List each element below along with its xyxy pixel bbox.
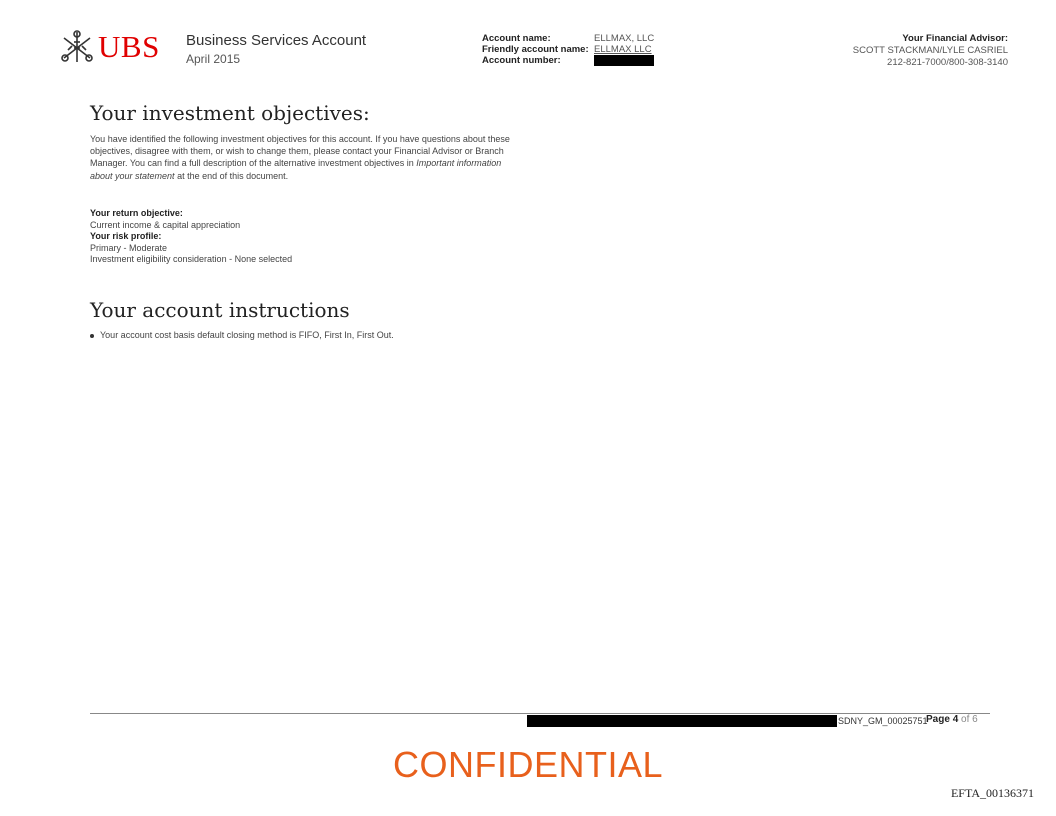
advisor-phone: 212-821-7000/800-308-3140 [887, 57, 1008, 68]
footer-divider [90, 713, 990, 714]
financial-advisor [853, 33, 1008, 69]
page-label: Page [926, 714, 950, 725]
instruction-text: Your account cost basis default closing method is FIFO, First In, First Out. [100, 330, 394, 340]
account-number-label: Account number: [482, 55, 561, 66]
friendly-name-label: Friendly account name: [482, 44, 589, 55]
efta-number: EFTA_00136371 [950, 786, 1034, 800]
footer-redaction [527, 715, 837, 727]
account-info [482, 33, 654, 66]
return-objective-label: Your return objective: [90, 208, 183, 218]
objectives-paragraph [90, 133, 510, 182]
statement-title: Business Services Account [186, 32, 367, 49]
eligibility-consideration: Investment eligibility consideration - None selected [90, 254, 293, 264]
advisor-label: Your Financial Advisor: [902, 33, 1008, 44]
objectives-text-1: You have identified the following investment objectives for this account. If you have questions about these objectives, disagree with them, or wish to change them, please contact your Financial Advisor or Branch Manager. You can find a full description of the alternative investment objectives in [90, 134, 510, 169]
confidential-stamp: CONFIDENTIAL [392, 744, 664, 785]
risk-profile-value: Primary - Moderate [90, 242, 168, 253]
objectives-details [90, 208, 292, 266]
objectives-text-2: at the end of this document. [177, 170, 289, 181]
account-name-value: ELLMAX, LLC [594, 33, 655, 44]
ubs-keys-icon [58, 28, 96, 66]
statement-date: April 2015 [186, 52, 241, 66]
objectives-heading: Your investment objectives: [90, 101, 370, 125]
page-total: of 6 [961, 714, 978, 725]
logo-text: UBS [98, 29, 160, 64]
return-objective-value: Current income & capital appreciation [90, 219, 241, 230]
risk-profile-label: Your risk profile: [90, 231, 162, 241]
advisor-names: SCOTT STACKMAN/LYLE CASRIEL [852, 45, 1008, 56]
friendly-name-value: ELLMAX LLC [594, 44, 652, 55]
ubs-logo [58, 28, 180, 68]
account-name-label: Account name: [482, 33, 551, 44]
bates-number: SDNY_GM_00025751 [838, 716, 928, 726]
account-number-redaction [594, 55, 654, 66]
page-current: 4 [952, 714, 959, 725]
instructions-heading: Your account instructions [90, 298, 350, 322]
list-item [90, 330, 394, 340]
page-number [926, 714, 978, 725]
bullet-icon [90, 334, 94, 338]
objectives-text-italic: Important information about your statement [90, 158, 502, 181]
